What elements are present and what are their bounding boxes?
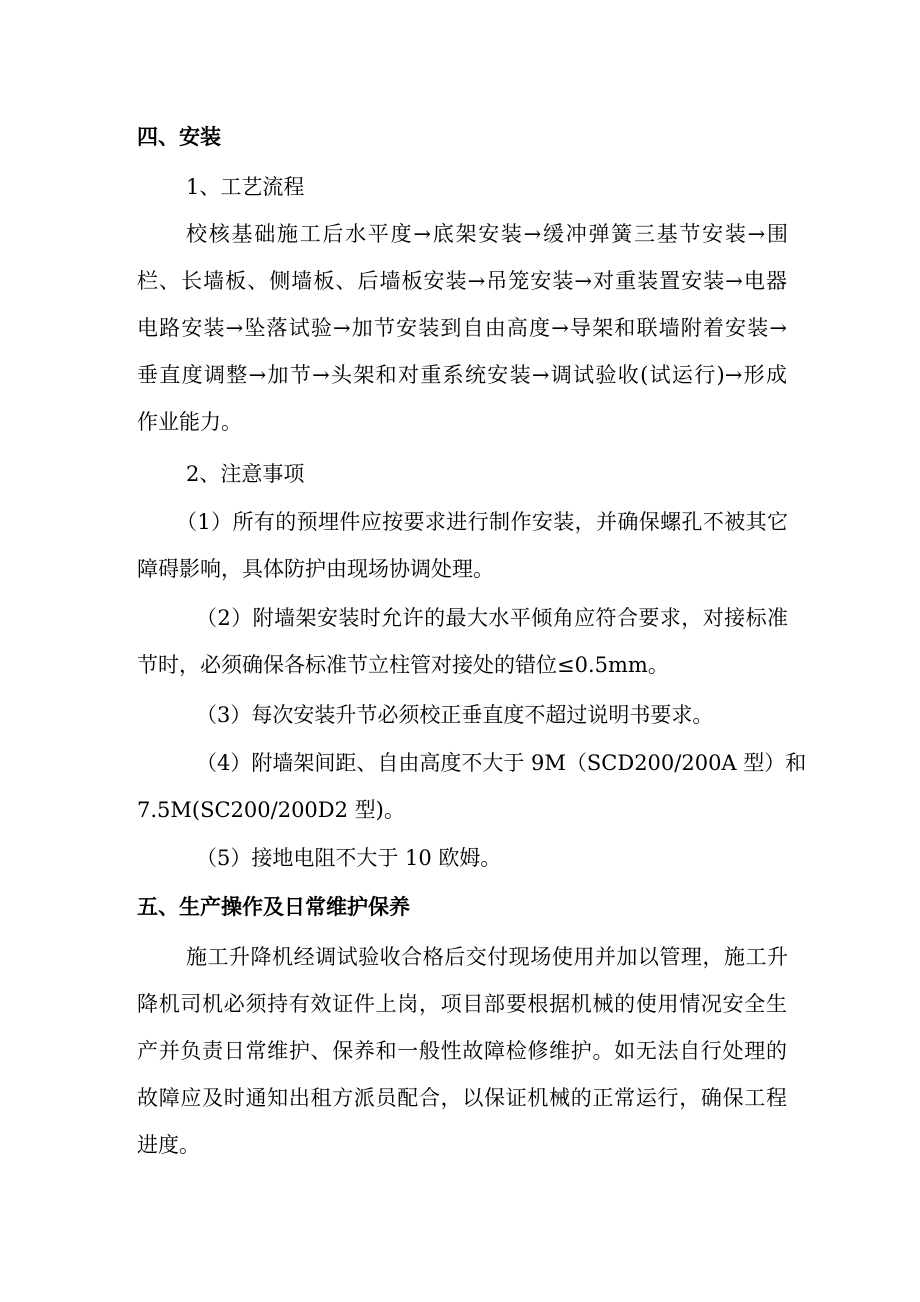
flow-line-3: 电路安装→坠落试验→加节安装到自由高度→导架和联墙附着安装→: [137, 316, 787, 340]
flow-line-2: 栏、长墙板、侧墙板、后墙板安装→吊笼安装→对重装置安装→电器: [137, 269, 787, 293]
section-5-title: 五、生产操作及日常维护保养: [137, 894, 410, 919]
note-2-line-1: （2）附墙架安装时允许的最大水平倾角应符合要求，对接标准: [196, 606, 788, 630]
note-1-line-2: 障碍影响，具体防护由现场协调处理。: [137, 557, 494, 581]
section-4-title: 四、安装: [137, 124, 221, 149]
flow-line-5: 作业能力。: [137, 410, 242, 434]
flow-line-1: 校核基础施工后水平度→底架安装→缓冲弹簧三基节安装→围: [186, 222, 788, 246]
note-3: （3）每次安装升节必须校正垂直度不超过说明书要求。: [196, 703, 714, 727]
note-2-line-2: 节时，必须确保各标准节立柱管对接处的错位≤0.5mm。: [137, 653, 669, 677]
note-5: （5）接地电阻不大于 10 欧姆。: [196, 846, 502, 870]
section-5-line-1: 施工升降机经调试验收合格后交付现场使用并加以管理，施工升: [186, 945, 788, 969]
subsection-2-title: 2、注意事项: [186, 462, 305, 486]
note-4-line-2: 7.5M(SC200/200D2 型)。: [137, 798, 405, 822]
note-4-line-1: （4）附墙架间距、自由高度不大于 9M（SCD200/200A 型）和: [196, 751, 807, 775]
section-5-line-5: 进度。: [137, 1133, 200, 1157]
note-1-line-1: （1）所有的预埋件应按要求进行制作安装，并确保螺孔不被其它: [176, 510, 788, 534]
section-5-line-3: 产并负责日常维护、保养和一般性故障检修维护。如无法自行处理的: [137, 1039, 787, 1063]
section-5-line-2: 降机司机必须持有效证件上岗，项目部要根据机械的使用情况安全生: [137, 992, 787, 1016]
flow-line-4: 垂直度调整→加节→头架和对重系统安装→调试验收(试运行)→形成: [137, 363, 787, 387]
subsection-1-title: 1、工艺流程: [186, 175, 305, 199]
section-5-line-4: 故障应及时通知出租方派员配合，以保证机械的正常运行，确保工程: [137, 1086, 787, 1110]
